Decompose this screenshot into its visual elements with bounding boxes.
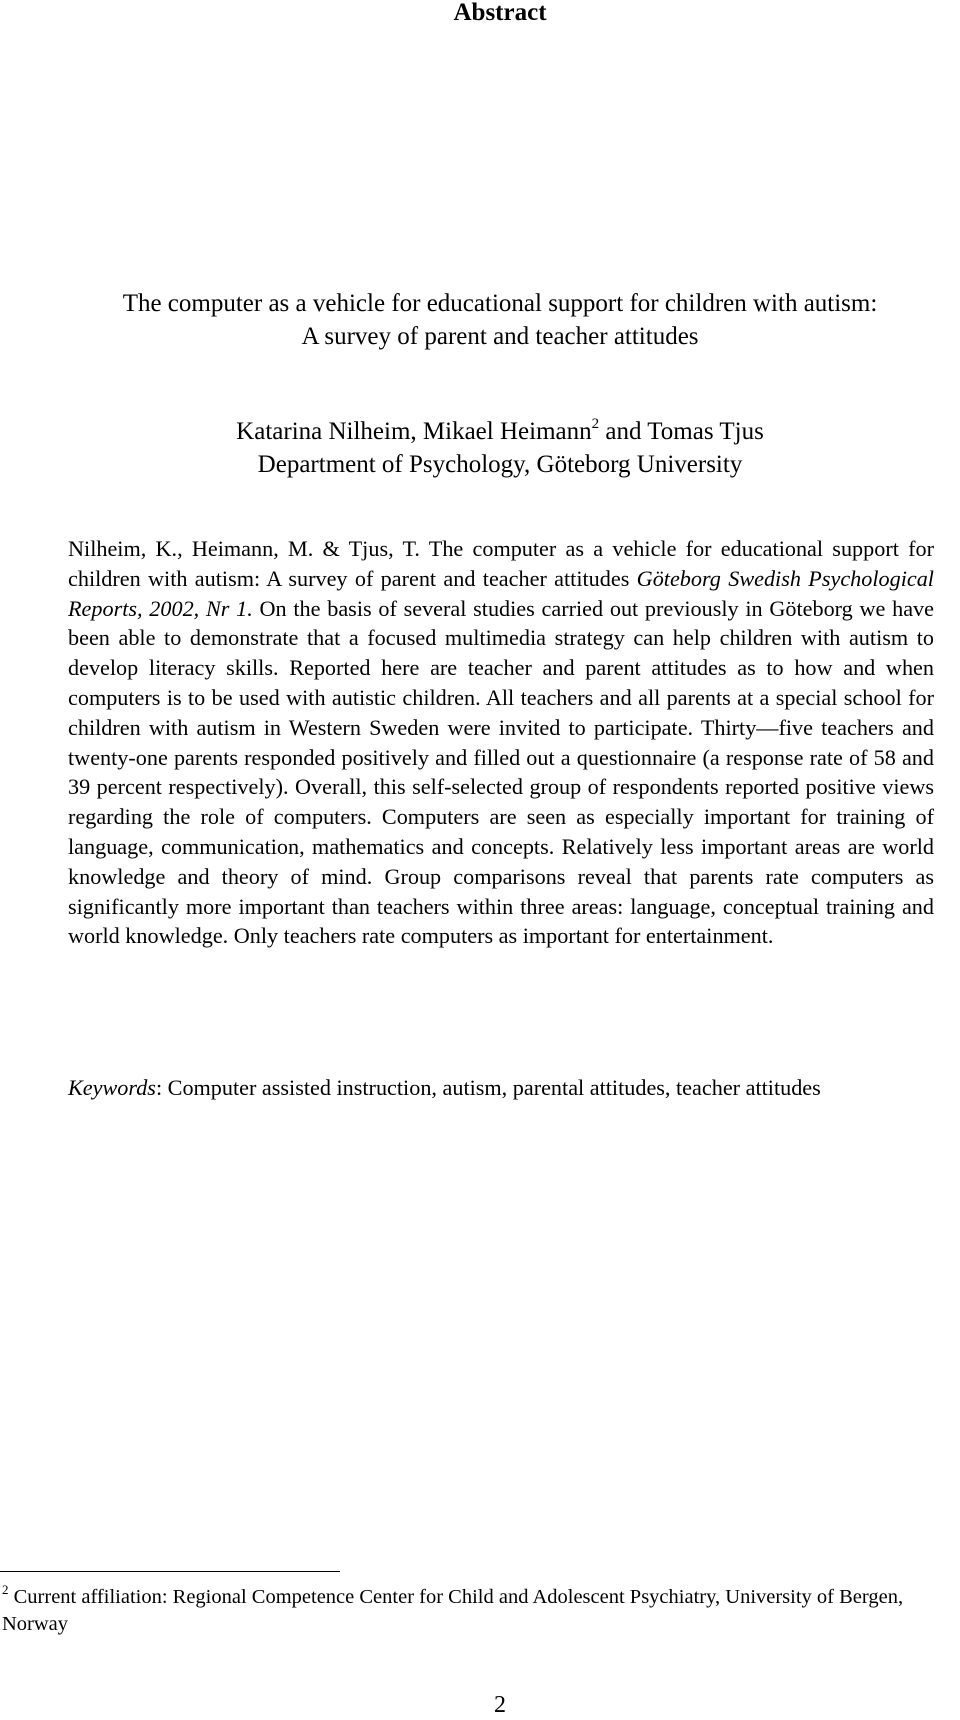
author-names (0, 415, 960, 448)
footnote-marker-authors: 2 (591, 416, 600, 432)
footnote-text: Current affiliation: Regional Competence Center for Child and Adolescent Psychiatry, University of Bergen, Norway (2, 1586, 904, 1635)
abstract-body-text: On the basis of several studies carried out previously in Göteborg we have been able to demonstrate that a focused multimedia strategy can help children with autism to develop literacy skills. Reported here are teacher and parent attitudes as to how and when computers is to be used with autistic children. All teachers and all parents at a special school for children with autism in Western Sweden were invited to participate. Thirty—five teachers and twenty-one parents responded positively and filled out a questionnaire (a response rate of 58 and 39 percent respectively). Overall, this self-selected group of respondents reported positive views regarding the role of computers. Computers are seen as especially important for training of language, communication, mathematics and concepts. Relatively less important areas are world knowledge and theory of mind. Group comparisons reveal that parents rate computers as significantly more important than teachers within three areas: language, conceptual training and world knowledge. Only teachers rate computers as important for entertainment. (68, 595, 934, 949)
author-names-last: and Tomas Tjus (599, 418, 764, 445)
footnote-marker: 2 (2, 1582, 9, 1597)
footnote-divider (0, 1571, 340, 1572)
author-block (0, 415, 960, 481)
author-affiliation: Department of Psychology, Göteborg University (257, 451, 743, 478)
abstract-journal: Göteborg Swedish Psychological Reports, 2002, Nr 1. (68, 565, 934, 621)
keywords-label: Keywords (68, 1075, 156, 1100)
page-number: 2 (494, 1692, 506, 1718)
keywords-text: : Computer assisted instruction, autism, parental attitudes, teacher attitudes (155, 1075, 821, 1100)
keywords-line (68, 1073, 934, 1103)
abstract-paragraph (68, 534, 934, 951)
paper-title (0, 287, 960, 353)
footnote (2, 1584, 960, 1638)
paper-title-line-2: A survey of parent and teacher attitudes (301, 323, 699, 350)
abstract-citation: Nilheim, K., Heimann, M. & Tjus, T. The computer as a vehicle for educational support for children with autism: A survey of parent and teacher attitudes (68, 536, 934, 591)
paper-title-line-1: The computer as a vehicle for educational support for children with autism: (122, 290, 878, 317)
page-heading: Abstract (453, 0, 547, 26)
author-names-first: Katarina Nilheim, Mikael Heimann (236, 418, 592, 445)
